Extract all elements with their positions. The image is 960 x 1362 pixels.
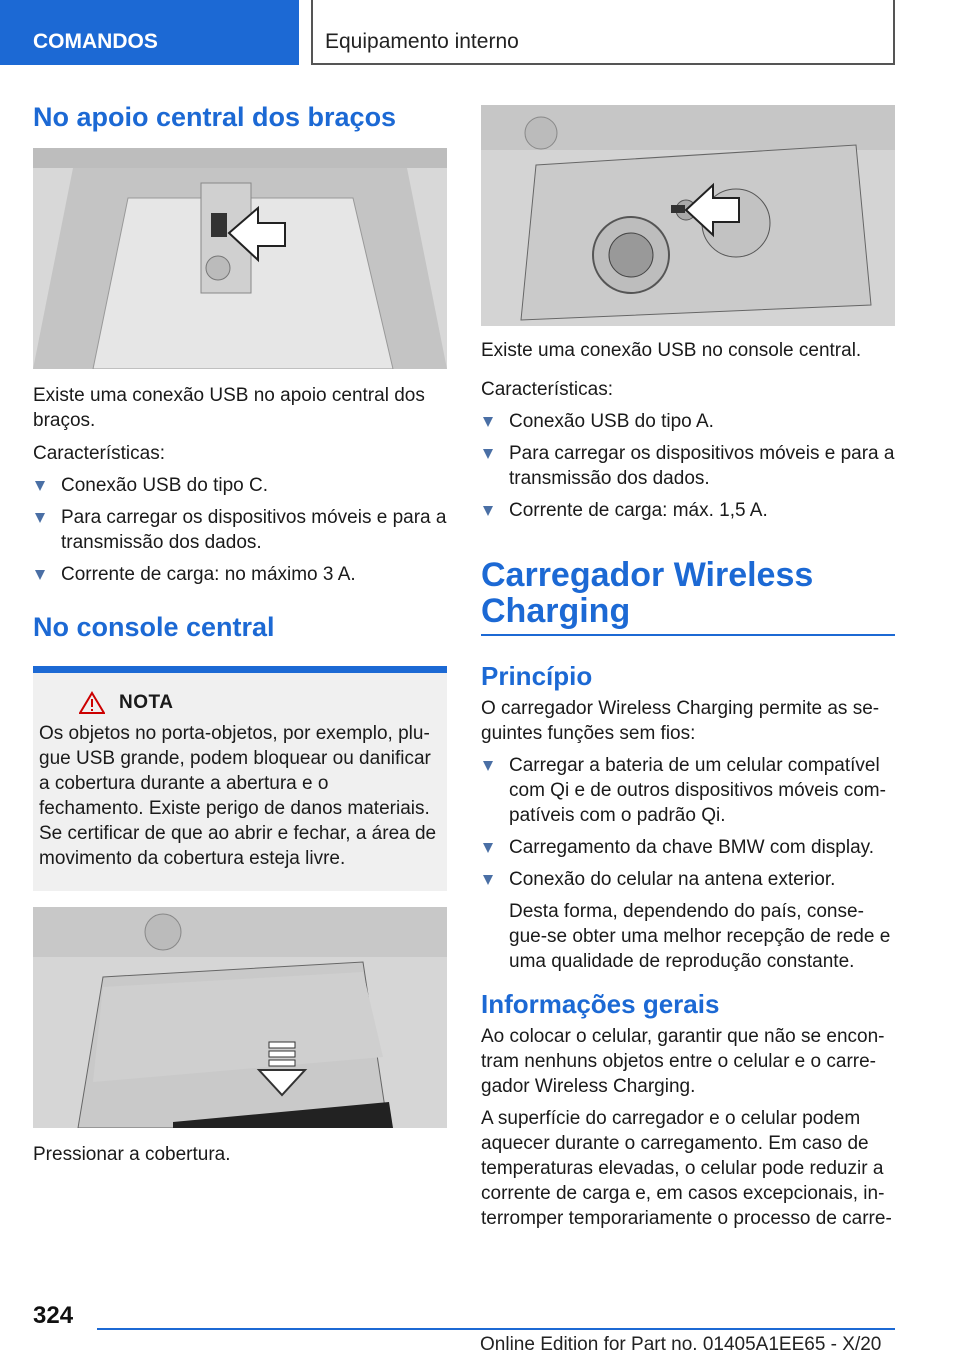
console-usb-photo bbox=[481, 105, 895, 326]
warning-icon bbox=[79, 691, 105, 715]
footer-edition: Online Edition for Part no. 01405A1EE65 - X/20 bbox=[480, 1334, 882, 1355]
console-caption: Existe uma conexão USB no console central. bbox=[481, 340, 862, 361]
list-item: Carregamento da chave BMW com display. bbox=[481, 835, 895, 860]
header-section-label: Equipamento interno bbox=[325, 30, 519, 53]
triangle-bullet-icon bbox=[483, 875, 493, 885]
heading-center-console: No console central bbox=[33, 611, 275, 642]
list-item-subtext: Desta forma, dependendo do país, conse-gue-se obter uma melhor recepção de rede e uma qualidade de reprodução constante. bbox=[509, 900, 891, 972]
list-item: Conexão USB do tipo C. bbox=[33, 473, 447, 498]
general-text-1: Ao colocar o celular, garantir que não se encon-tram nenhuns objetos entre o celular e o carre-gador Wireless Charging. bbox=[481, 1025, 885, 1097]
list-item: Conexão USB do tipo A. bbox=[481, 409, 895, 434]
triangle-bullet-icon bbox=[35, 481, 45, 491]
heading-principle: Princípio bbox=[481, 660, 593, 691]
heading-rule bbox=[481, 634, 895, 636]
triangle-bullet-icon bbox=[483, 449, 493, 459]
triangle-bullet-icon bbox=[483, 761, 493, 771]
press-cover-photo bbox=[33, 907, 447, 1128]
note-panel bbox=[33, 666, 447, 891]
footer-rule bbox=[97, 1328, 895, 1330]
header-section bbox=[311, 0, 895, 65]
triangle-bullet-icon bbox=[483, 843, 493, 853]
list-item: Corrente de carga: máx. 1,5 A. bbox=[481, 498, 895, 523]
list-item: Conexão do celular na antena exterior. bbox=[481, 867, 895, 892]
header-tab bbox=[0, 0, 299, 65]
list-item: Para carregar os dispositivos móveis e para a transmissão dos dados. bbox=[481, 441, 895, 491]
heading-general-info: Informações gerais bbox=[481, 988, 720, 1019]
heading-armrest: No apoio central dos braços bbox=[33, 102, 397, 132]
principle-text: O carregador Wireless Charging permite as se-guintes funções sem fios: bbox=[481, 697, 880, 744]
triangle-bullet-icon bbox=[35, 513, 45, 523]
triangle-bullet-icon bbox=[483, 417, 493, 427]
press-cover-caption: Pressionar a cobertura. bbox=[33, 1144, 231, 1166]
left-column bbox=[33, 103, 447, 1167]
triangle-bullet-icon bbox=[35, 570, 45, 580]
armrest-usb-photo bbox=[33, 148, 447, 369]
right-column bbox=[481, 105, 895, 1231]
triangle-bullet-icon bbox=[483, 506, 493, 516]
list-item: Carregar a bateria de um celular compatível com Qi e de outros dispositivos móveis com-patíveis com o padrão Qi. bbox=[481, 753, 895, 828]
list-item: Corrente de carga: no máximo 3 A. bbox=[33, 562, 447, 587]
note-text: Os objetos no porta-objetos, por exemplo, plu-gue USB grande, podem bloquear ou danificar a cobertura durante a abertura e o fechamento. Existe perigo de danos materiais. Se certificar de que ao abrir e fechar, a área de movimento da cobertura esteja livre. bbox=[39, 723, 437, 870]
page-number: 324 bbox=[33, 1302, 74, 1329]
note-top-bar bbox=[33, 666, 447, 673]
features-label-armrest: Características: bbox=[33, 442, 165, 464]
note-title: NOTA bbox=[119, 692, 174, 714]
list-item: Para carregar os dispositivos móveis e para a transmissão dos dados. bbox=[33, 505, 447, 555]
armrest-description: Existe uma conexão USB no apoio central dos braços. bbox=[33, 384, 425, 431]
general-text-2: A superfície do carregador e o celular podem aquecer durante o carregamento. Em caso de temperaturas elevadas, o celular pode reduzir a corrente de carga e, em casos excepcionais, in-terromper temporariamente o processo de carre- bbox=[481, 1107, 892, 1229]
heading-wireless-charger: Carregador Wireless Charging bbox=[481, 556, 814, 631]
features-label-console: Características: bbox=[481, 379, 613, 400]
header-tab-label: COMANDOS bbox=[33, 30, 158, 53]
